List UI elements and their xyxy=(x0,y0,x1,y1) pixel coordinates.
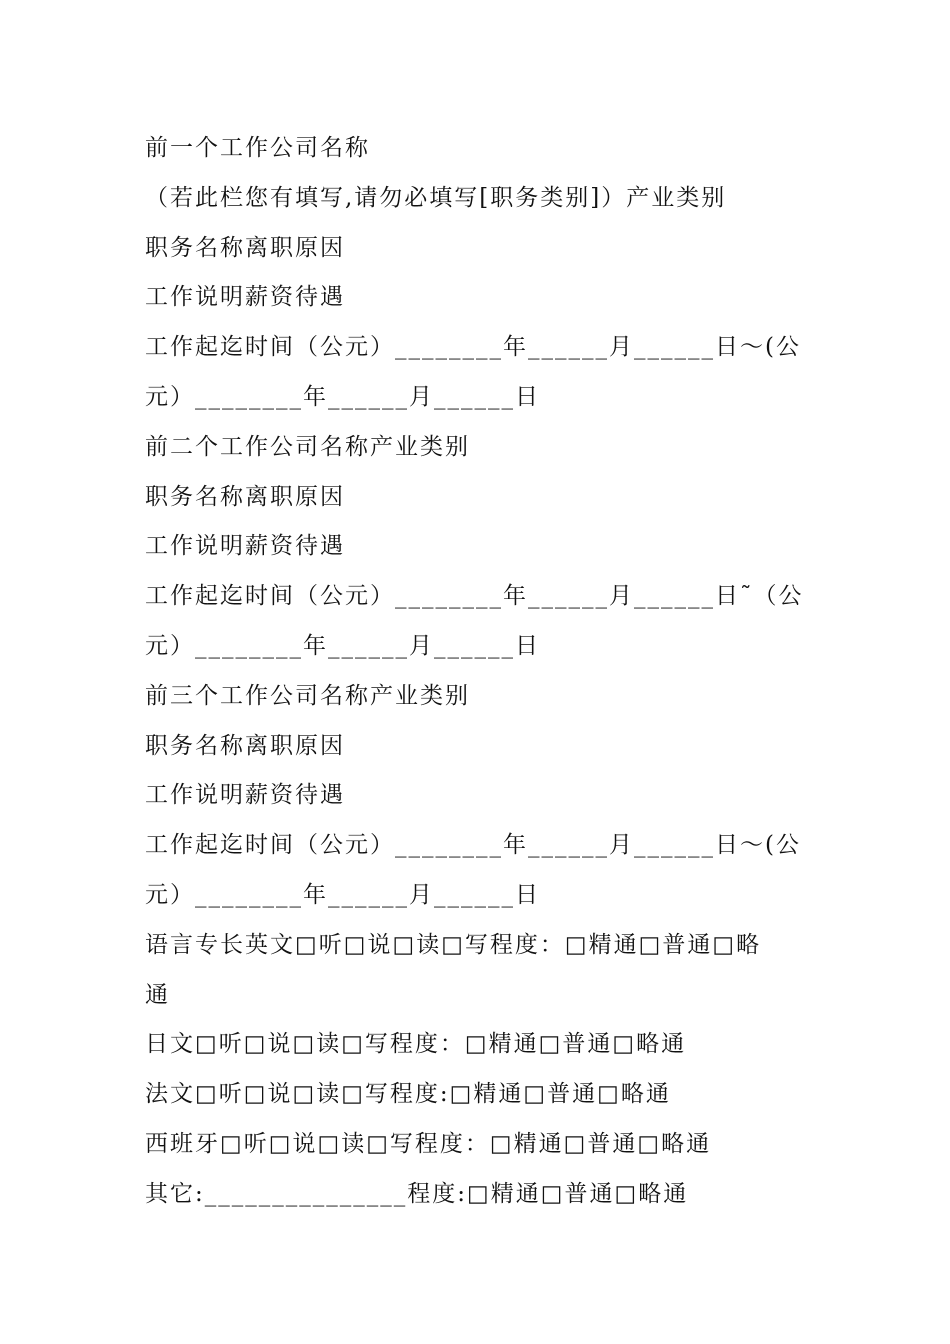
text-line: 西班牙□听□说□读□写程度：□精通□普通□略通 xyxy=(145,1130,712,1157)
text-line: 其它:_______________程度:□精通□普通□略通 xyxy=(145,1180,689,1207)
text-line: 元）________年______月______日 xyxy=(145,881,540,908)
text-line: （若此栏您有填写,请勿必填写[职务类别]）产业类别 xyxy=(145,184,727,211)
text-line: 前一个工作公司名称 xyxy=(145,135,370,161)
text-line: 前三个工作公司名称产业类别 xyxy=(145,682,470,709)
text-line: 通 xyxy=(145,981,170,1008)
text-line: 元）________年______月______日 xyxy=(145,632,540,659)
text-line: 职务名称离职原因 xyxy=(145,732,345,759)
text-line: 工作起迄时间（公元）________年______月______日～(公 xyxy=(145,334,801,361)
text-line: 工作说明薪资待遇 xyxy=(145,284,345,311)
text-line: 工作起迄时间（公元）________年______月______日～(公 xyxy=(145,832,801,859)
text-line: 职务名称离职原因 xyxy=(145,234,345,261)
text-line: 职务名称离职原因 xyxy=(145,483,345,510)
text-line: 日文□听□说□读□写程度：□精通□普通□略通 xyxy=(145,1031,687,1058)
text-line: 元）________年______月______日 xyxy=(145,383,540,410)
text-line: 语言专长英文□听□说□读□写程度：□精通□普通□略 xyxy=(145,931,762,958)
text-line: 工作起迄时间（公元）________年______月______日˜（公 xyxy=(145,583,804,610)
text-line: 工作说明薪资待遇 xyxy=(145,782,345,809)
text-line: 工作说明薪资待遇 xyxy=(145,533,345,560)
document-body xyxy=(145,124,825,1220)
text-line: 法文□听□说□读□写程度:□精通□普通□略通 xyxy=(145,1081,671,1108)
text-line: 前二个工作公司名称产业类别 xyxy=(145,433,470,460)
